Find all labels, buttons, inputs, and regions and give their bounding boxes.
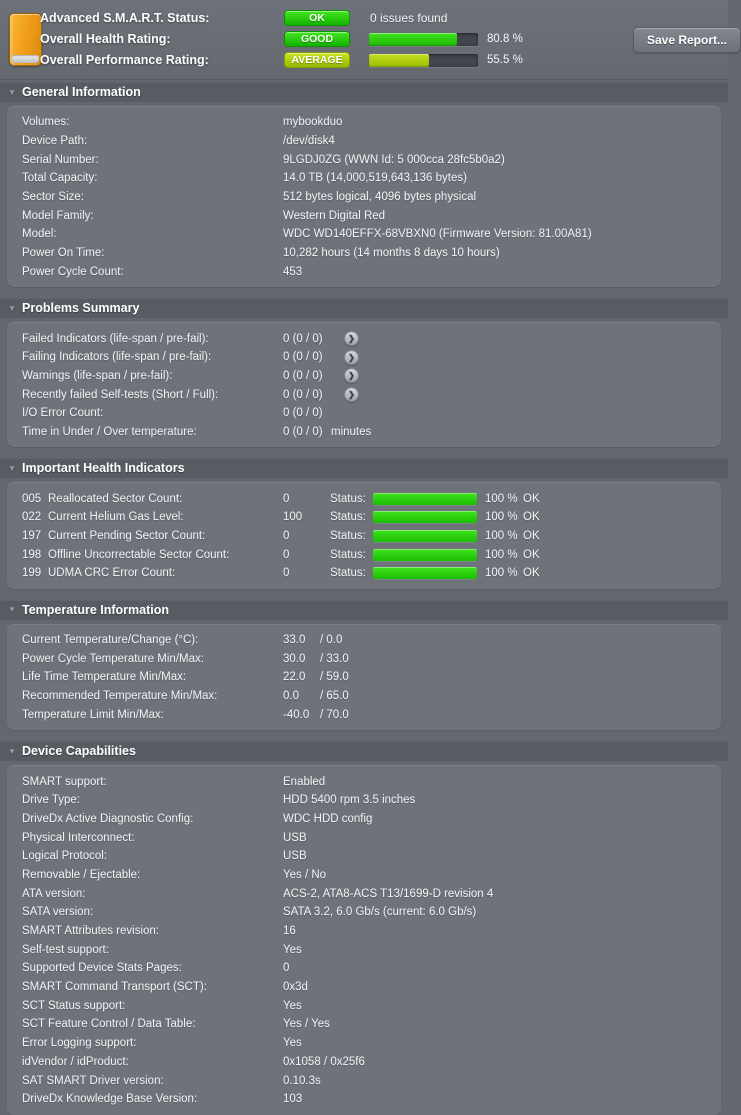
info-row [7, 903, 721, 922]
row-label: UDMA CRC Error Count: [48, 567, 176, 580]
row-label: Power Cycle Count: [22, 265, 124, 278]
info-row [7, 150, 721, 169]
row-label: ATA version: [22, 887, 86, 900]
status-bar-fill [373, 530, 477, 542]
status-bar [373, 530, 477, 542]
details-arrow-button[interactable]: ❯ [344, 331, 359, 346]
row-value: 0 [283, 962, 290, 975]
health-indicator-row [7, 489, 721, 508]
info-row [7, 1053, 721, 1072]
status-percent-text: 100 % [485, 548, 518, 561]
temperature-row [7, 649, 721, 668]
row-value: Yes [283, 1037, 302, 1050]
status-ok-text: OK [523, 530, 540, 543]
row-label: Temperature Limit Min/Max: [22, 708, 164, 721]
status-label: Status: [330, 548, 366, 561]
drive-icon-base [12, 55, 39, 63]
status-ok-text: OK [523, 567, 540, 580]
info-row [7, 996, 721, 1015]
info-row [7, 884, 721, 903]
row-label: Model: [22, 228, 57, 241]
temperature-row [7, 631, 721, 650]
problem-row [7, 385, 721, 404]
disclosure-triangle-icon[interactable]: ▼ [8, 87, 16, 97]
problems-summary-panel [7, 322, 721, 447]
row-label: SATA version: [22, 906, 94, 919]
row-label: Volumes: [22, 116, 70, 129]
general-information-panel [7, 106, 721, 287]
row-value: 0.0 [283, 690, 299, 703]
save-report-button[interactable]: Save Report... [633, 27, 741, 53]
row-value: Yes [283, 999, 302, 1012]
temperature-information-panel [7, 624, 721, 730]
section-title: Device Capabilities [22, 744, 136, 759]
info-row [7, 922, 721, 941]
status-label: Status: [330, 530, 366, 543]
row-value-secondary: / 33.0 [320, 652, 349, 665]
row-label: Current Pending Sector Count: [48, 530, 206, 543]
row-value-secondary: / 0.0 [320, 634, 343, 647]
row-label: Offline Uncorrectable Sector Count: [48, 548, 230, 561]
row-label: Error Logging support: [22, 1037, 137, 1050]
row-value: 0 [283, 548, 290, 561]
status-label: Status: [330, 567, 366, 580]
row-value: 0 (0 / 0) [283, 332, 323, 345]
row-label: Logical Protocol: [22, 850, 108, 863]
status-label: Status: [330, 511, 366, 524]
row-value: Enabled [283, 775, 326, 788]
performance-rating-badge: AVERAGE [284, 52, 350, 68]
row-label: SCT Feature Control / Data Table: [22, 1018, 196, 1031]
row-value: USB [283, 850, 307, 863]
row-value: 0 [283, 492, 290, 505]
info-row [7, 978, 721, 997]
row-label: Power On Time: [22, 247, 105, 260]
status-ok-text: OK [523, 492, 540, 505]
info-row [7, 225, 721, 244]
row-value: ACS-2, ATA8-ACS T13/1699-D revision 4 [283, 887, 494, 900]
health-rating-bar-fill [369, 33, 457, 46]
row-value-secondary: / 59.0 [320, 671, 349, 684]
row-label: SMART support: [22, 775, 107, 788]
attribute-id: 005 [22, 492, 42, 505]
status-label: Status: [330, 492, 366, 505]
performance-rating-bar [369, 54, 478, 67]
details-arrow-button[interactable]: ❯ [344, 387, 359, 402]
row-label: DriveDx Active Diagnostic Config: [22, 812, 194, 825]
problem-row [7, 329, 721, 348]
info-row [7, 1071, 721, 1090]
section-title: Important Health Indicators [22, 461, 185, 476]
row-label: Life Time Temperature Min/Max: [22, 671, 187, 684]
health-indicator-row [7, 508, 721, 527]
issues-found-text: 0 issues found [370, 11, 448, 25]
row-label: DriveDx Knowledge Base Version: [22, 1093, 198, 1106]
disclosure-triangle-icon[interactable]: ▼ [8, 463, 16, 473]
important-health-indicators-panel [7, 482, 721, 588]
row-value: WDC WD140EFFX-68VBXN0 (Firmware Version: 81.00A81) [283, 228, 592, 241]
row-value: 0x3d [283, 981, 308, 994]
row-label: Total Capacity: [22, 172, 98, 185]
row-value: 0x1058 / 0x25f6 [283, 1055, 365, 1068]
info-row [7, 828, 721, 847]
row-value: 453 [283, 265, 303, 278]
info-row [7, 132, 721, 151]
row-label: Time in Under / Over temperature: [22, 425, 197, 438]
status-bar-fill [373, 493, 477, 505]
status-percent-text: 100 % [485, 530, 518, 543]
row-value: 9LGDJ0ZG (WWN Id: 5 000cca 28fc5b0a2) [283, 153, 505, 166]
info-row [7, 169, 721, 188]
section-header-general-information[interactable] [0, 82, 728, 102]
row-label: Serial Number: [22, 153, 99, 166]
row-value: 30.0 [283, 652, 306, 665]
health-indicator-row [7, 545, 721, 564]
row-value: 16 [283, 925, 296, 938]
row-label: Removable / Ejectable: [22, 868, 141, 881]
row-label: Failed Indicators (life-span / pre-fail): [22, 332, 209, 345]
row-label: Power Cycle Temperature Min/Max: [22, 652, 204, 665]
temperature-row [7, 687, 721, 706]
orange-external-drive-icon [9, 13, 42, 66]
row-value: HDD 5400 rpm 3.5 inches [283, 794, 416, 807]
row-value: 0.10.3s [283, 1074, 321, 1087]
row-label: Warnings (life-span / pre-fail): [22, 369, 173, 382]
status-percent-text: 100 % [485, 492, 518, 505]
row-label: Current Helium Gas Level: [48, 511, 184, 524]
row-value: 512 bytes logical, 4096 bytes physical [283, 191, 477, 204]
row-label: I/O Error Count: [22, 407, 104, 420]
details-arrow-button[interactable]: ❯ [344, 350, 359, 365]
row-label: SAT SMART Driver version: [22, 1074, 164, 1087]
status-bar [373, 511, 477, 523]
info-row [7, 866, 721, 885]
row-label: Drive Type: [22, 794, 80, 807]
status-bar [373, 567, 477, 579]
performance-percent-text: 55.5 % [487, 54, 523, 66]
problem-row [7, 367, 721, 386]
info-row [7, 772, 721, 791]
row-label: Self-test support: [22, 943, 109, 956]
row-value: Yes / Yes [283, 1018, 330, 1031]
row-value: 10,282 hours (14 months 8 days 10 hours) [283, 247, 500, 260]
row-value-suffix: minutes [331, 425, 372, 438]
status-bar [373, 493, 477, 505]
disclosure-triangle-icon[interactable]: ▼ [8, 303, 16, 313]
performance-rating-bar-fill [369, 54, 429, 67]
row-label: Device Path: [22, 135, 88, 148]
row-value: 33.0 [283, 634, 306, 647]
row-label: Supported Device Stats Pages: [22, 962, 182, 975]
attribute-id: 198 [22, 548, 42, 561]
row-label: Reallocated Sector Count: [48, 492, 183, 505]
row-value: WDC HDD config [283, 812, 373, 825]
health-indicator-row [7, 564, 721, 583]
row-value: 0 (0 / 0) [283, 351, 323, 364]
disclosure-triangle-icon[interactable]: ▼ [8, 605, 16, 615]
health-indicator-row [7, 527, 721, 546]
info-row [7, 810, 721, 829]
problem-row [7, 348, 721, 367]
row-value: 0 (0 / 0) [283, 369, 323, 382]
status-ok-text: OK [523, 511, 540, 524]
disclosure-triangle-icon[interactable]: ▼ [8, 746, 16, 756]
row-label: Model Family: [22, 209, 94, 222]
row-label: SMART Command Transport (SCT): [22, 981, 207, 994]
problem-row [7, 404, 721, 423]
performance-rating-label: Overall Performance Rating: [40, 53, 209, 67]
status-percent-text: 100 % [485, 511, 518, 524]
status-ok-text: OK [523, 548, 540, 561]
row-value: 14.0 TB (14,000,519,643,136 bytes) [283, 172, 467, 185]
row-label: Current Temperature/Change (°C): [22, 634, 199, 647]
info-row [7, 206, 721, 225]
health-percent-text: 80.8 % [487, 33, 523, 45]
smart-status-label: Advanced S.M.A.R.T. Status: [40, 11, 210, 25]
row-label: SMART Attributes revision: [22, 925, 159, 938]
row-value-secondary: / 70.0 [320, 708, 349, 721]
attribute-id: 199 [22, 567, 42, 580]
row-label: idVendor / idProduct: [22, 1055, 129, 1068]
device-capabilities-panel [7, 765, 721, 1114]
row-value: Western Digital Red [283, 209, 386, 222]
health-rating-badge: GOOD [284, 31, 350, 47]
section-header-important-health-indicators[interactable] [0, 458, 728, 478]
row-value-secondary: / 65.0 [320, 690, 349, 703]
status-bar-fill [373, 511, 477, 523]
row-value: SATA 3.2, 6.0 Gb/s (current: 6.0 Gb/s) [283, 906, 477, 919]
info-row [7, 1034, 721, 1053]
info-row [7, 113, 721, 132]
info-row [7, 1015, 721, 1034]
row-value: 100 [283, 511, 303, 524]
details-arrow-button[interactable]: ❯ [344, 368, 359, 383]
smart-status-badge: OK [284, 10, 350, 26]
row-label: SCT Status support: [22, 999, 126, 1012]
health-rating-bar [369, 33, 478, 46]
attribute-id: 022 [22, 511, 42, 524]
info-row [7, 244, 721, 263]
status-bar [373, 549, 477, 561]
health-rating-label: Overall Health Rating: [40, 32, 171, 46]
row-value: /dev/disk4 [283, 135, 335, 148]
row-label: Failing Indicators (life-span / pre-fail): [22, 351, 212, 364]
section-title: Problems Summary [22, 301, 140, 316]
problem-row [7, 423, 721, 442]
row-value: 0 [283, 530, 290, 543]
section-title: General Information [22, 85, 141, 99]
info-row [7, 791, 721, 810]
status-bar-fill [373, 549, 477, 561]
status-bar-fill [373, 567, 477, 579]
row-value: 22.0 [283, 671, 306, 684]
info-row [7, 263, 721, 282]
section-header-problems-summary[interactable] [0, 298, 728, 318]
row-value: 0 (0 / 0) [283, 407, 323, 420]
row-value: 0 (0 / 0) [283, 425, 323, 438]
temperature-row [7, 706, 721, 725]
info-row [7, 959, 721, 978]
info-row [7, 188, 721, 207]
row-label: Sector Size: [22, 191, 84, 204]
row-value: -40.0 [283, 708, 310, 721]
section-header-device-capabilities[interactable] [0, 741, 728, 761]
row-label: Recently failed Self-tests (Short / Full): [22, 388, 219, 401]
row-value: 0 [283, 567, 290, 580]
drive-status-header [0, 0, 728, 80]
row-value: Yes / No [283, 868, 327, 881]
info-row [7, 847, 721, 866]
row-value: Yes [283, 943, 302, 956]
row-value: USB [283, 831, 307, 844]
row-value: mybookduo [283, 116, 343, 129]
section-title: Temperature Information [22, 602, 170, 617]
temperature-row [7, 668, 721, 687]
row-label: Recommended Temperature Min/Max: [22, 690, 218, 703]
row-label: Physical Interconnect: [22, 831, 135, 844]
attribute-id: 197 [22, 530, 42, 543]
status-percent-text: 100 % [485, 567, 518, 580]
row-value: 0 (0 / 0) [283, 388, 323, 401]
info-row [7, 1090, 721, 1109]
row-value: 103 [283, 1093, 303, 1106]
section-header-temperature-information[interactable] [0, 600, 728, 620]
info-row [7, 940, 721, 959]
